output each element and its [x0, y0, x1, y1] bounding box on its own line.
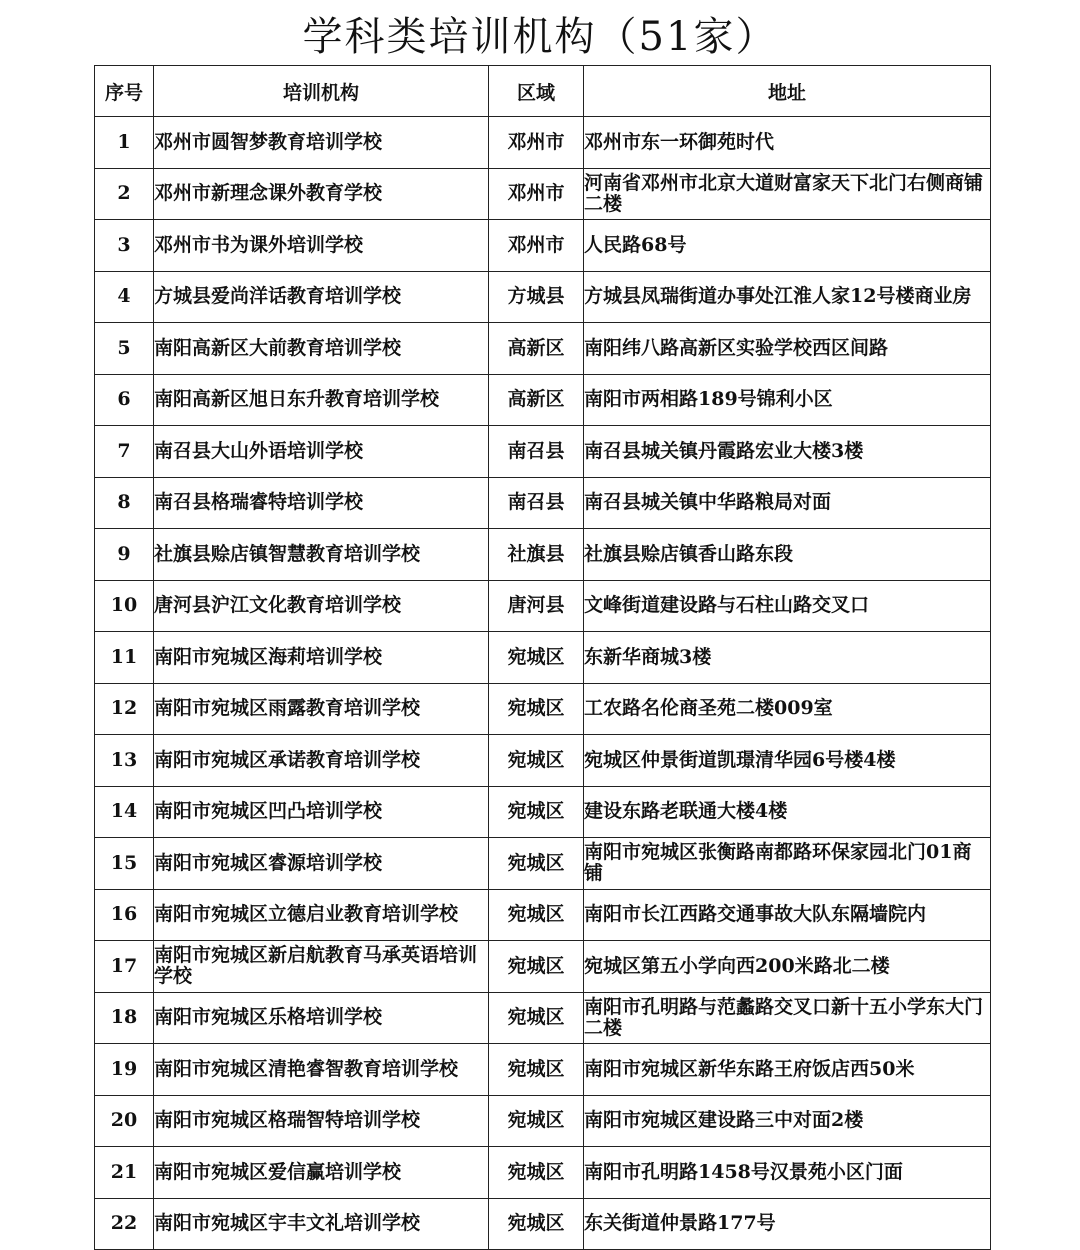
row-institution-name: 南阳市宛城区承诺教育培训学校	[154, 735, 489, 787]
row-area: 宛城区	[489, 1044, 584, 1096]
row-institution-name: 南阳市宛城区清艳睿智教育培训学校	[154, 1044, 489, 1096]
row-serial-number: 17	[95, 941, 154, 993]
table-row	[95, 1044, 991, 1096]
row-institution-name: 南阳高新区旭日东升教育培训学校	[154, 374, 489, 426]
row-institution-name: 邓州市新理念课外教育学校	[154, 168, 489, 220]
row-address: 南召县城关镇丹霞路宏业大楼3楼	[584, 426, 991, 478]
row-serial-number: 12	[95, 683, 154, 735]
table-body	[95, 117, 991, 1250]
row-institution-name: 方城县爱尚洋话教育培训学校	[154, 271, 489, 323]
institution-table	[94, 65, 991, 1250]
row-area: 邓州市	[489, 117, 584, 169]
row-serial-number: 3	[95, 220, 154, 272]
row-serial-number: 4	[95, 271, 154, 323]
row-address: 南阳纬八路高新区实验学校西区间路	[584, 323, 991, 375]
row-area: 宛城区	[489, 1147, 584, 1199]
row-address: 社旗县赊店镇香山路东段	[584, 529, 991, 581]
row-institution-name: 南阳市宛城区海莉培训学校	[154, 632, 489, 684]
row-institution-name: 南阳市宛城区雨露教育培训学校	[154, 683, 489, 735]
row-address: 南阳市宛城区张衡路南都路环保家园北门01商铺	[584, 838, 991, 890]
row-serial-number: 13	[95, 735, 154, 787]
row-serial-number: 21	[95, 1147, 154, 1199]
row-serial-number: 14	[95, 786, 154, 838]
row-serial-number: 7	[95, 426, 154, 478]
row-area: 南召县	[489, 426, 584, 478]
row-institution-name: 南阳市宛城区立德启业教育培训学校	[154, 889, 489, 941]
row-address: 建设东路老联通大楼4楼	[584, 786, 991, 838]
row-institution-name: 南阳市宛城区新启航教育马承英语培训学校	[154, 941, 489, 993]
row-institution-name: 南召县格瑞睿特培训学校	[154, 477, 489, 529]
row-area: 宛城区	[489, 786, 584, 838]
table-row	[95, 1095, 991, 1147]
row-institution-name: 唐河县沪江文化教育培训学校	[154, 580, 489, 632]
row-area: 宛城区	[489, 992, 584, 1044]
row-address: 工农路名伦商圣苑二楼009室	[584, 683, 991, 735]
row-serial-number: 9	[95, 529, 154, 581]
row-address: 东新华商城3楼	[584, 632, 991, 684]
row-institution-name: 南阳市宛城区格瑞智特培训学校	[154, 1095, 489, 1147]
row-area: 邓州市	[489, 220, 584, 272]
table-row	[95, 374, 991, 426]
row-address: 南阳市孔明路与范蠡路交叉口新十五小学东大门二楼	[584, 992, 991, 1044]
row-serial-number: 20	[95, 1095, 154, 1147]
row-area: 宛城区	[489, 735, 584, 787]
row-area: 高新区	[489, 374, 584, 426]
row-serial-number: 8	[95, 477, 154, 529]
row-area: 社旗县	[489, 529, 584, 581]
row-area: 高新区	[489, 323, 584, 375]
table-row	[95, 117, 991, 169]
table-row	[95, 323, 991, 375]
table-row	[95, 426, 991, 478]
row-address: 南阳市宛城区新华东路王府饭店西50米	[584, 1044, 991, 1096]
row-address: 南阳市宛城区建设路三中对面2楼	[584, 1095, 991, 1147]
row-institution-name: 南阳市宛城区爱信赢培训学校	[154, 1147, 489, 1199]
table-header	[95, 66, 991, 117]
row-serial-number: 2	[95, 168, 154, 220]
row-serial-number: 18	[95, 992, 154, 1044]
header-serial-number: 序号	[95, 66, 154, 117]
row-institution-name: 南阳市宛城区睿源培训学校	[154, 838, 489, 890]
table-row	[95, 1198, 991, 1250]
table-row	[95, 477, 991, 529]
row-area: 宛城区	[489, 1198, 584, 1250]
row-area: 南召县	[489, 477, 584, 529]
row-address: 河南省邓州市北京大道财富家天下北门右侧商铺二楼	[584, 168, 991, 220]
row-area: 宛城区	[489, 1095, 584, 1147]
row-address: 南阳市两相路189号锦利小区	[584, 374, 991, 426]
row-institution-name: 社旗县赊店镇智慧教育培训学校	[154, 529, 489, 581]
row-address: 人民路68号	[584, 220, 991, 272]
table-row	[95, 580, 991, 632]
row-serial-number: 1	[95, 117, 154, 169]
table-row	[95, 786, 991, 838]
page-title: 学科类培训机构（51家）	[302, 14, 778, 60]
table-row	[95, 632, 991, 684]
row-institution-name: 南阳市宛城区宇丰文礼培训学校	[154, 1198, 489, 1250]
row-area: 宛城区	[489, 632, 584, 684]
table-row	[95, 1147, 991, 1199]
row-serial-number: 11	[95, 632, 154, 684]
row-address: 文峰街道建设路与石柱山路交叉口	[584, 580, 991, 632]
row-address: 南阳市长江西路交通事故大队东隔墙院内	[584, 889, 991, 941]
row-area: 宛城区	[489, 683, 584, 735]
table-row	[95, 271, 991, 323]
row-serial-number: 15	[95, 838, 154, 890]
row-institution-name: 南阳高新区大前教育培训学校	[154, 323, 489, 375]
row-area: 宛城区	[489, 889, 584, 941]
header-area: 区域	[489, 66, 584, 117]
row-institution-name: 邓州市书为课外培训学校	[154, 220, 489, 272]
table-row	[95, 683, 991, 735]
header-institution: 培训机构	[154, 66, 489, 117]
row-serial-number: 6	[95, 374, 154, 426]
row-serial-number: 22	[95, 1198, 154, 1250]
row-area: 方城县	[489, 271, 584, 323]
row-address: 宛城区第五小学向西200米路北二楼	[584, 941, 991, 993]
header-address: 地址	[584, 66, 991, 117]
row-institution-name: 南召县大山外语培训学校	[154, 426, 489, 478]
row-address: 宛城区仲景街道凯璟清华园6号楼4楼	[584, 735, 991, 787]
table-row	[95, 889, 991, 941]
row-area: 邓州市	[489, 168, 584, 220]
row-serial-number: 19	[95, 1044, 154, 1096]
table-row	[95, 220, 991, 272]
row-area: 宛城区	[489, 838, 584, 890]
table-row	[95, 735, 991, 787]
row-address: 邓州市东一环御苑时代	[584, 117, 991, 169]
table-row	[95, 992, 991, 1044]
row-institution-name: 南阳市宛城区凹凸培训学校	[154, 786, 489, 838]
table-row	[95, 838, 991, 890]
table-row	[95, 168, 991, 220]
row-serial-number: 16	[95, 889, 154, 941]
table-row	[95, 941, 991, 993]
row-area: 宛城区	[489, 941, 584, 993]
row-institution-name: 邓州市圆智梦教育培训学校	[154, 117, 489, 169]
header-row	[95, 66, 991, 117]
row-serial-number: 5	[95, 323, 154, 375]
row-address: 方城县凤瑞街道办事处江淮人家12号楼商业房	[584, 271, 991, 323]
table-row	[95, 529, 991, 581]
row-address: 南阳市孔明路1458号汉景苑小区门面	[584, 1147, 991, 1199]
row-serial-number: 10	[95, 580, 154, 632]
row-address: 南召县城关镇中华路粮局对面	[584, 477, 991, 529]
row-address: 东关街道仲景路177号	[584, 1198, 991, 1250]
row-institution-name: 南阳市宛城区乐格培训学校	[154, 992, 489, 1044]
row-area: 唐河县	[489, 580, 584, 632]
